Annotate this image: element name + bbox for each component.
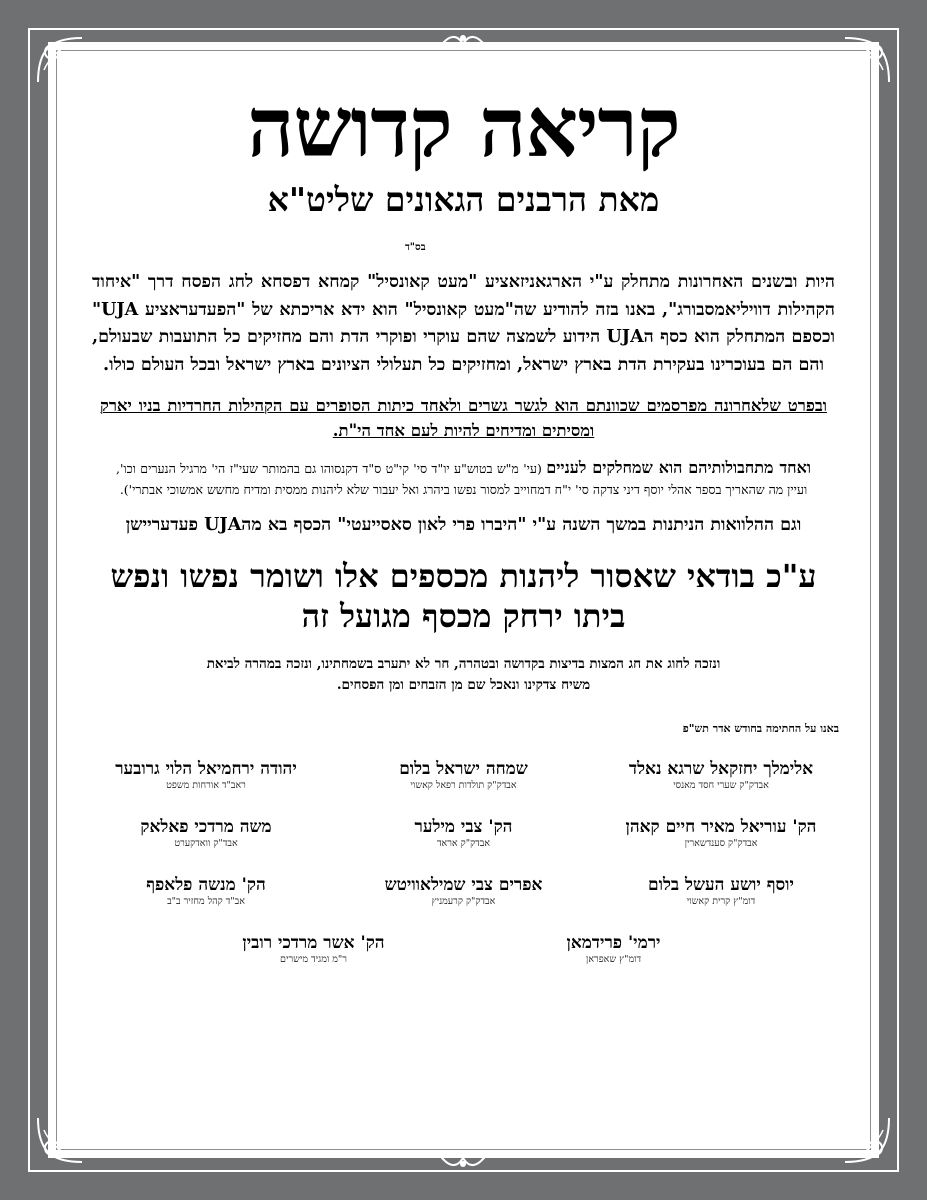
paragraph-loans: וגם ההלוואות הניתנות במשך השנה ע"י "היברו פרי לאון סאסייעטי" הכסף בא מהUJA פעדעריישן [125, 515, 802, 535]
signer-name: אפרים צבי שמילאוויטש [384, 875, 543, 895]
paragraph-ruling: ע"כ בודאי שאסור ליהנות מכספים אלו ושומר נפשו ונפש ביתו ירחק מכסף מגועל זה [110, 557, 817, 635]
signer-title: ר"מ ומגיד מישרים [280, 954, 347, 965]
poster-content [80, 70, 847, 967]
signature [86, 875, 326, 909]
signer-name: שמחה ישראל בלום [399, 759, 528, 779]
signer-title: אבדק"ק תולדות רפאל קאשוי [410, 780, 517, 791]
paragraph-distribution [116, 457, 811, 500]
signature-row [86, 933, 841, 967]
bsd-mark: בס"ד [405, 242, 426, 253]
paragraph-distribution-rest: (עי' מ"ש בטוש"ע יו"ד סי' קי"ט ס"ד דקנסוהו גם בהמותר שעי"ז הי' מרגיל הנערים וכו', ועיין מה שהאריך בספר אהלי יוסף דיני צדקה סי' י"ח דמחוייב למסור נפשו ביהרג ואל יעבור שלא ליהנות ממסית ומדיח מחשש אמשוכי אבתרי'). [116, 461, 808, 497]
signer-name: הק' צבי מילער [414, 817, 513, 837]
page-title: קריאה קדושה [247, 80, 680, 176]
signature-row [86, 759, 841, 793]
signer-title: דומ"ץ שאפראן [585, 954, 642, 965]
signature [601, 875, 841, 909]
signature [344, 817, 584, 851]
paragraph-distribution-lead: ואחד מתחבולותיהם הוא שמחלקים לעניים [546, 458, 811, 477]
signer-title: אב"ד קהל מחזיר ב"ב [167, 896, 245, 907]
signature [344, 875, 584, 909]
signer-title: אבד"ק וואדקערט [174, 838, 238, 849]
signer-name: הק' עוריאל מאיר חיים קאהן [625, 817, 817, 837]
signer-title: ראב"ד אורחות משפט [166, 780, 246, 791]
signer-name: אלימלך יחזקאל שרגא נאלד [628, 759, 814, 779]
signature [86, 817, 326, 851]
signer-name: יוסף יושע העשל בלום [648, 875, 794, 895]
top-ornament-icon [433, 30, 493, 54]
signature [86, 759, 326, 793]
signer-title: אבדק"ק סענדשארין [684, 838, 758, 849]
signature [494, 933, 734, 967]
signer-name: הק' מנשה פלאפף [146, 875, 266, 895]
signature [601, 759, 841, 793]
bottom-ornament-icon [433, 1148, 493, 1172]
corner-ornament-icon [837, 1110, 897, 1170]
paragraph-intro: היות ובשנים האחרונות מתחלק ע"י הארגאניזאציע "מעט קאונסיל" קמחא דפסחא לחג הפסח דרך "איחוד הקהילות דוויליאמסבורג", באנו בזה להודיע שה"מעט קאונסיל" הוא ידא אריכתא של "הפעדעראציע UJA" וכספם המתחלק הוא כסף הUJA הידוע לשמצה שהם עוקרי ופוקרי הדת והם מחזיקים כל התועבות שבעולם, והם הם בעוכרינו בעקירת הדת בארץ ישראל, ומחזיקים כל תעלולי הציונים בארץ ישראל ובכל העולם כולו. [92, 272, 835, 375]
paragraph-emphasis: ובפרט שלאחרונה מפרסמים שכוונתם הוא לגשר גשרים ולאחד כיתות הסופרים עם הקהילות החרדיות בניו יארק ומסיתים ומדיחים להיות לעם אחד הי"ת. [100, 396, 827, 440]
signature-intro: באנו על החתימה בחודש אדר תש"פ [682, 722, 839, 735]
signature [344, 759, 584, 793]
signature [601, 817, 841, 851]
signer-title: אבדק"ק קרעמניץ [431, 896, 496, 907]
signature-row [86, 875, 841, 909]
signature [194, 933, 434, 967]
signer-title: דומ"ץ קרית קאשוי [686, 896, 756, 907]
signer-title: אבדק"ק שערי חסד מאנסי [673, 780, 769, 791]
paragraph-blessing: ונזכה לחוג את חג המצות בדיצות בקדושה ובטהרה, חר לא יתערב בשמחתינו, ונזכה במהרה לביאת משיח צדקינו ונאכל שם מן הזבחים ומן הפסחים. [206, 656, 721, 693]
signer-name: ירמי' פרידמאן [566, 933, 661, 953]
page-subtitle: מאת הרבנים הגאונים שליט"א [267, 180, 660, 219]
signer-title: אבדק"ק אראד [436, 838, 491, 849]
signer-name: משה מרדכי פאלאק [140, 817, 272, 837]
corner-ornament-icon [30, 1110, 90, 1170]
signer-name: הק' אשר מרדכי רובין [242, 933, 385, 953]
signature-row [86, 817, 841, 851]
signer-name: יהודה ירחמיאל הלוי גרובער [115, 759, 297, 779]
